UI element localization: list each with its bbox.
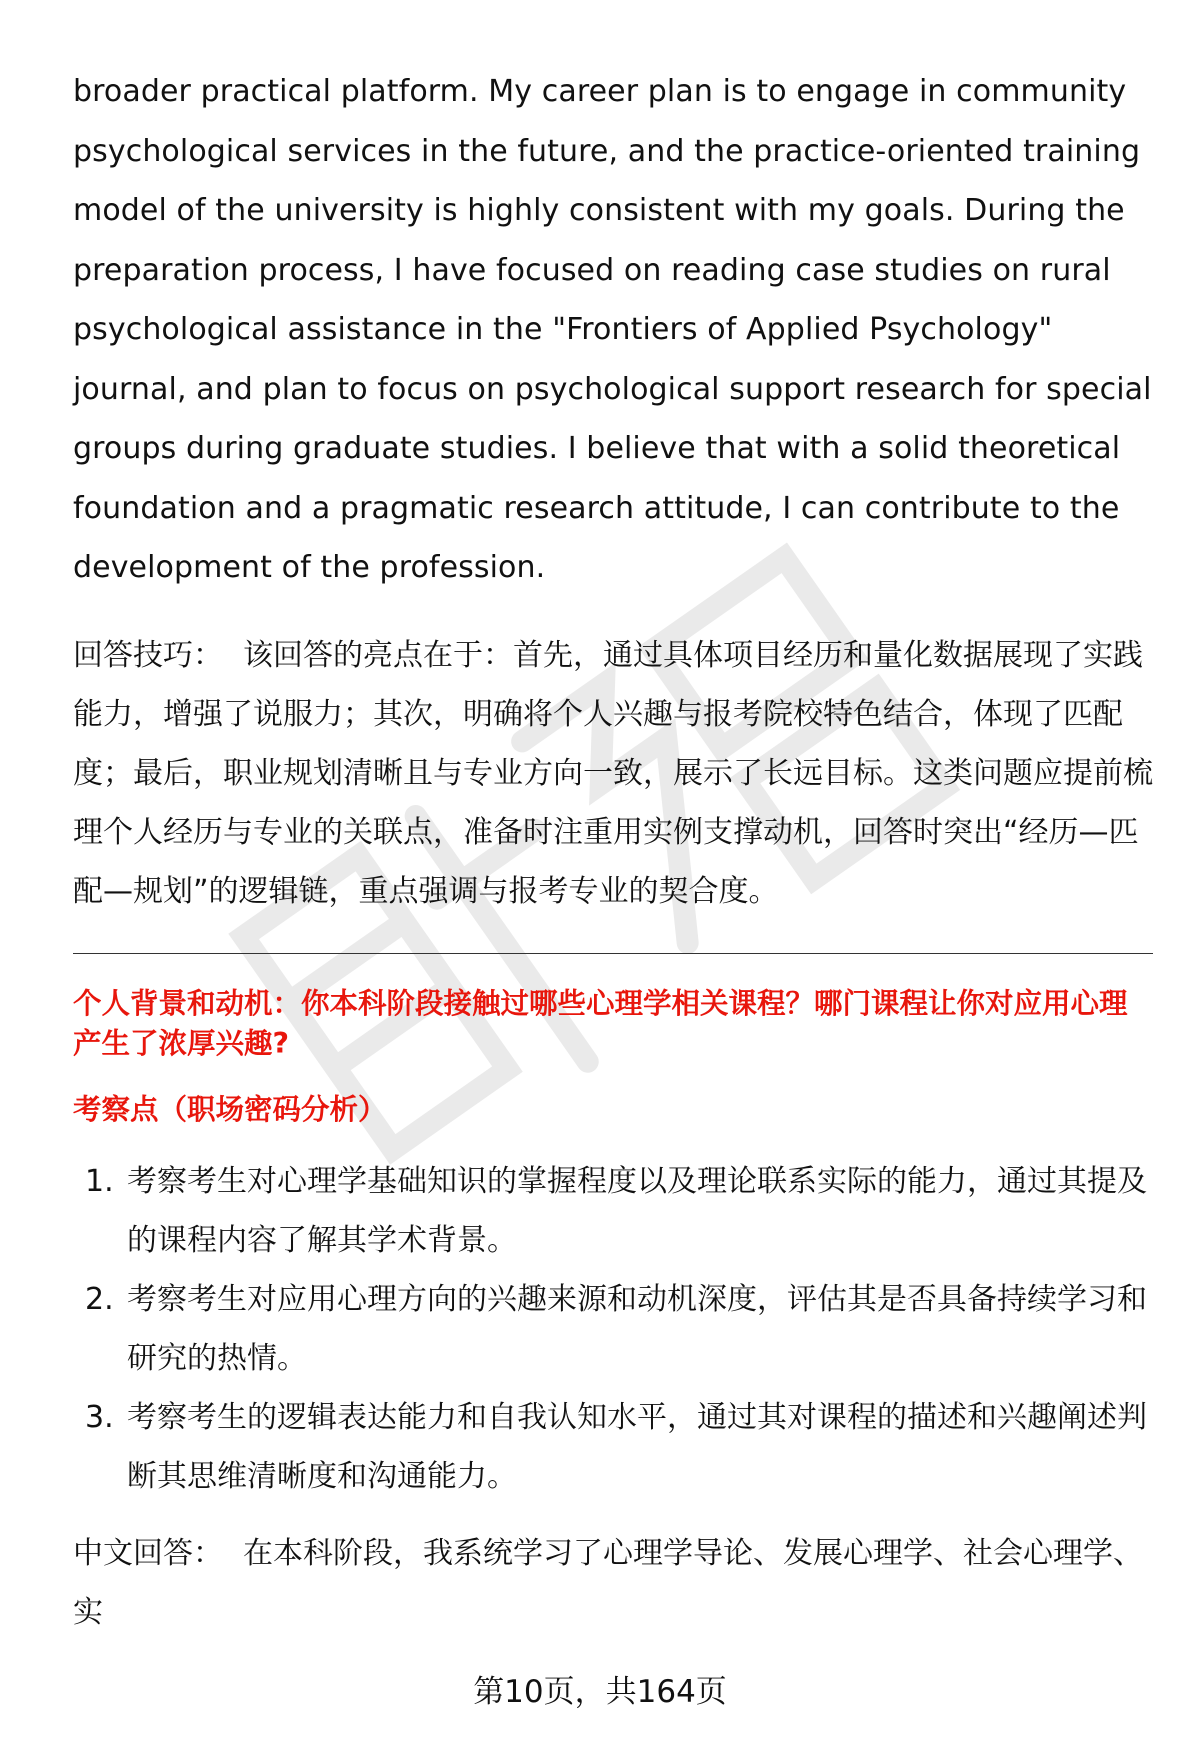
section-divider [73,953,1153,954]
list-item-text: 考察考生的逻辑表达能力和自我认知水平，通过其对课程的描述和兴趣阐述判断其思维清晰度和沟通能力。 [127,1399,1147,1494]
tips-label: 回答技巧： [73,637,223,673]
analysis-section-title: 考察点（职场密码分析） [73,1092,387,1126]
list-item [73,1388,1153,1506]
list-item [73,1270,1153,1388]
answer-text: 在本科阶段，我系统学习了心理学导论、发展心理学、社会心理学、实 [73,1535,1143,1630]
list-item-text: 考察考生对心理学基础知识的掌握程度以及理论联系实际的能力，通过其提及的课程内容了解其学术背景。 [127,1163,1147,1258]
list-item-text: 考察考生对应用心理方向的兴趣来源和动机深度，评估其是否具备持续学习和研究的热情。 [127,1281,1147,1376]
answer-label: 中文回答： [73,1535,223,1571]
chinese-answer [73,1524,1153,1642]
list-item-number: 1. [85,1163,114,1199]
english-answer-paragraph: broader practical platform. My career plan is to engage in community psychological services in the future, and the practice-oriented training model of the university is highly consistent with my goals. During the preparation process, I have focused on reading case studies on rural psychological assistance in the "Frontiers of Applied Psychology" journal, and plan to focus on psychological support research for special groups during graduate studies. I believe that with a solid theoretical foundation and a pragmatic research attitude, I can contribute to the development of the profession. [73,74,1152,585]
tips-text: 该回答的亮点在于：首先，通过具体项目经历和量化数据展现了实践能力，增强了说服力；其次，明确将个人兴趣与报考院校特色结合，体现了匹配度；最后，职业规划清晰且与专业方向一致，展示了长远目标。这类问题应提前梳理个人经历与专业的关联点，准备时注重用实例支撑动机，回答时突出“经历—匹配—规划”的逻辑链，重点强调与报考专业的契合度。 [73,637,1153,909]
page-number-footer: 第10页，共164页 [473,1674,727,1710]
question-heading: 个人背景和动机：你本科阶段接触过哪些心理学相关课程？哪门课程让你对应用心理产生了浓厚兴趣? [73,986,1128,1060]
page-content [73,62,1153,1642]
answer-tips [73,626,1153,921]
list-item [73,1152,1153,1270]
list-item-number: 3. [85,1399,114,1435]
analysis-points-list [73,1152,1153,1506]
list-item-number: 2. [85,1281,114,1317]
